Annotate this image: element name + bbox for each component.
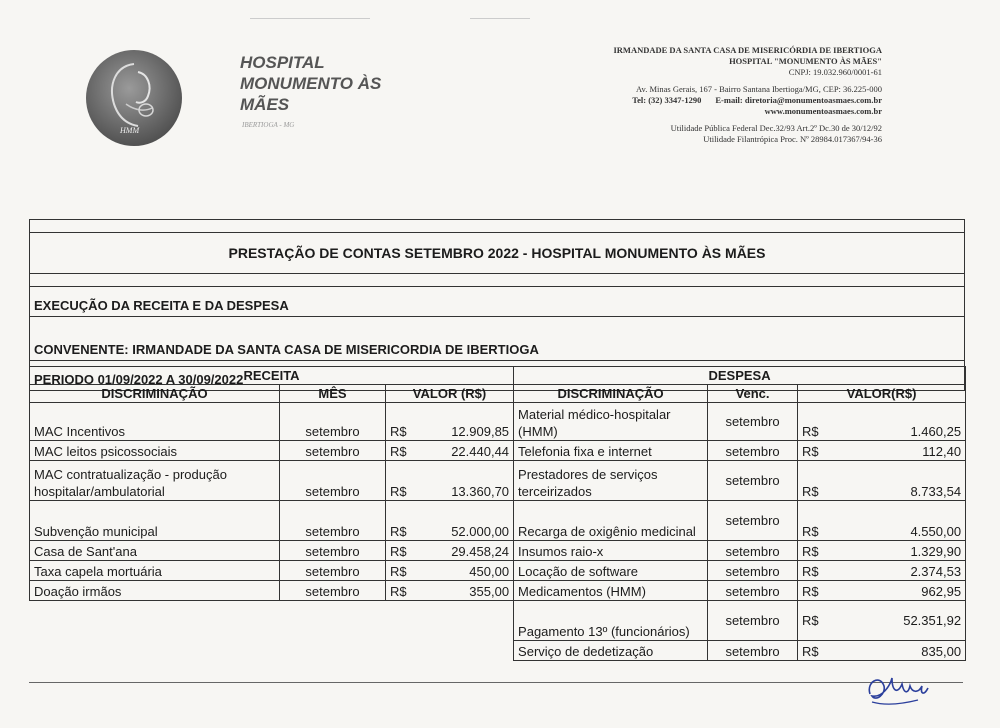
despesa-venc: setembro bbox=[708, 501, 798, 541]
receita-item: MAC leitos psicossociais bbox=[30, 441, 280, 461]
scan-artifact-line bbox=[470, 18, 530, 19]
despesa-valor: 52.351,92 bbox=[832, 601, 966, 641]
spacer-row bbox=[30, 274, 964, 287]
despesa-item: Locação de software bbox=[514, 561, 708, 581]
org-name: IRMANDADE DA SANTA CASA DE MISERICÓRDIA DE IBERTIOGA bbox=[613, 45, 882, 55]
empty-cell bbox=[30, 601, 514, 641]
receita-valor: 29.458,24 bbox=[416, 541, 514, 561]
despesa-currency: R$ bbox=[798, 501, 832, 541]
despesa-currency: R$ bbox=[798, 541, 832, 561]
receita-valor: 355,00 bbox=[416, 581, 514, 601]
hospital-name-line: HOSPITAL bbox=[240, 53, 325, 72]
despesa-valor: 8.733,54 bbox=[832, 461, 966, 501]
despesa-currency: R$ bbox=[798, 441, 832, 461]
email: E-mail: diretoria@monumentoasmaes.com.br bbox=[715, 95, 882, 105]
despesa-currency: R$ bbox=[798, 601, 832, 641]
scan-artifact-line bbox=[250, 18, 370, 19]
receita-valor: 52.000,00 bbox=[416, 501, 514, 541]
table-row bbox=[30, 403, 966, 441]
hospital-name-line: MÃES bbox=[240, 95, 290, 114]
despesa-item: Telefonia fixa e internet bbox=[514, 441, 708, 461]
receita-currency: R$ bbox=[386, 561, 416, 581]
despesa-valor: 835,00 bbox=[832, 641, 966, 661]
table-row bbox=[30, 641, 966, 661]
receita-mes: setembro bbox=[280, 561, 386, 581]
receita-item: MAC Incentivos bbox=[30, 403, 280, 441]
execucao-heading: EXECUÇÃO DA RECEITA E DA DESPESA bbox=[30, 287, 964, 317]
despesa-item: Material médico-hospitalar (HMM) bbox=[514, 403, 708, 441]
despesa-item: Medicamentos (HMM) bbox=[514, 581, 708, 601]
address: Av. Minas Gerais, 167 - Bairro Santana Ibertioga/MG, CEP: 36.225-000 bbox=[636, 84, 882, 94]
receita-item: Casa de Sant'ana bbox=[30, 541, 280, 561]
receita-mes: setembro bbox=[280, 403, 386, 441]
receita-mes-header: MÊS bbox=[280, 385, 386, 403]
receita-valor: 450,00 bbox=[416, 561, 514, 581]
despesa-currency: R$ bbox=[798, 641, 832, 661]
despesa-currency: R$ bbox=[798, 461, 832, 501]
receita-currency: R$ bbox=[386, 403, 416, 441]
despesa-valor: 112,40 bbox=[832, 441, 966, 461]
report-title: PRESTAÇÃO DE CONTAS SETEMBRO 2022 - HOSPITAL MONUMENTO ÀS MÃES bbox=[30, 233, 964, 274]
hospital-name bbox=[240, 52, 381, 115]
spacer-row bbox=[30, 220, 964, 233]
receita-item: Doação irmãos bbox=[30, 581, 280, 601]
utilidade-filantropica: Utilidade Filantrópica Proc. Nº 28984.017367/94-36 bbox=[703, 134, 882, 144]
table-row bbox=[30, 561, 966, 581]
utilidade-federal: Utilidade Pública Federal Dec.32/93 Art.2º Dc.30 de 30/12/92 bbox=[670, 123, 882, 133]
despesa-venc: setembro bbox=[708, 641, 798, 661]
receita-currency: R$ bbox=[386, 541, 416, 561]
despesa-item: Serviço de dedetização bbox=[514, 641, 708, 661]
despesa-valor-header: VALOR(R$) bbox=[798, 385, 966, 403]
receita-currency: R$ bbox=[386, 501, 416, 541]
receita-mes: setembro bbox=[280, 581, 386, 601]
letterhead-info bbox=[613, 45, 882, 145]
receita-mes: setembro bbox=[280, 501, 386, 541]
despesa-item: Prestadores de serviços terceirizados bbox=[514, 461, 708, 501]
receita-discriminacao-header: DISCRIMINAÇÃO bbox=[30, 385, 280, 403]
section-header-row bbox=[30, 367, 966, 385]
table-row bbox=[30, 581, 966, 601]
table-row bbox=[30, 441, 966, 461]
column-header-row bbox=[30, 385, 966, 403]
cnpj: CNPJ: 19.032.960/0001-61 bbox=[788, 67, 882, 77]
empty-cell bbox=[30, 641, 514, 661]
bottom-rule bbox=[29, 682, 963, 683]
despesa-valor: 4.550,00 bbox=[832, 501, 966, 541]
despesa-item: Insumos raio-x bbox=[514, 541, 708, 561]
despesa-venc: setembro bbox=[708, 601, 798, 641]
hospital-name-line: MONUMENTO ÀS bbox=[240, 74, 382, 93]
receita-item: Taxa capela mortuária bbox=[30, 561, 280, 581]
despesa-valor: 2.374,53 bbox=[832, 561, 966, 581]
despesa-valor: 962,95 bbox=[832, 581, 966, 601]
despesa-currency: R$ bbox=[798, 561, 832, 581]
despesa-valor: 1.329,90 bbox=[832, 541, 966, 561]
despesa-currency: R$ bbox=[798, 581, 832, 601]
despesa-discriminacao-header: DISCRIMINAÇÃO bbox=[514, 385, 708, 403]
despesa-item: Pagamento 13º (funcionários) bbox=[514, 601, 708, 641]
receita-item: Subvenção municipal bbox=[30, 501, 280, 541]
table-row bbox=[30, 601, 966, 641]
receita-item: MAC contratualização - produção hospitalar/ambulatorial bbox=[30, 461, 280, 501]
receita-currency: R$ bbox=[386, 441, 416, 461]
accounts-table bbox=[29, 366, 966, 661]
despesa-venc: setembro bbox=[708, 441, 798, 461]
receita-currency: R$ bbox=[386, 581, 416, 601]
org-hospital: HOSPITAL "MONUMENTO ÀS MÃES" bbox=[729, 56, 882, 66]
receita-valor: 12.909,85 bbox=[416, 403, 514, 441]
convenente-heading: CONVENENTE: IRMANDADE DA SANTA CASA DE MISERICORDIA DE IBERTIOGA bbox=[30, 317, 964, 361]
despesa-venc: setembro bbox=[708, 403, 798, 441]
despesa-venc-header: Venc. bbox=[708, 385, 798, 403]
despesa-venc: setembro bbox=[708, 461, 798, 501]
receita-mes: setembro bbox=[280, 441, 386, 461]
website: www.monumentoasmaes.com.br bbox=[764, 106, 882, 116]
receita-label: RECEITA bbox=[30, 367, 514, 385]
receita-valor: 13.360,70 bbox=[416, 461, 514, 501]
receita-mes: setembro bbox=[280, 541, 386, 561]
receita-currency: R$ bbox=[386, 461, 416, 501]
table-row bbox=[30, 501, 966, 541]
receita-valor-header: VALOR (R$) bbox=[386, 385, 514, 403]
despesa-venc: setembro bbox=[708, 561, 798, 581]
signature-initials bbox=[862, 664, 932, 710]
receita-mes: setembro bbox=[280, 461, 386, 501]
hospital-subline: IBERTIOGA - MG bbox=[242, 121, 295, 129]
logo-text: HMM bbox=[120, 126, 140, 135]
hospital-logo bbox=[86, 50, 182, 146]
despesa-venc: setembro bbox=[708, 541, 798, 561]
despesa-currency: R$ bbox=[798, 403, 832, 441]
despesa-venc: setembro bbox=[708, 581, 798, 601]
table-row bbox=[30, 541, 966, 561]
receita-valor: 22.440,44 bbox=[416, 441, 514, 461]
periodo-heading: PERIODO 01/09/2022 A 30/09/2022 bbox=[30, 361, 964, 391]
table-row bbox=[30, 461, 966, 501]
despesa-item: Recarga de oxigênio medicinal bbox=[514, 501, 708, 541]
despesa-valor: 1.460,25 bbox=[832, 403, 966, 441]
despesa-label: DESPESA bbox=[514, 367, 966, 385]
phone: Tel: (32) 3347-1290 bbox=[632, 95, 702, 105]
